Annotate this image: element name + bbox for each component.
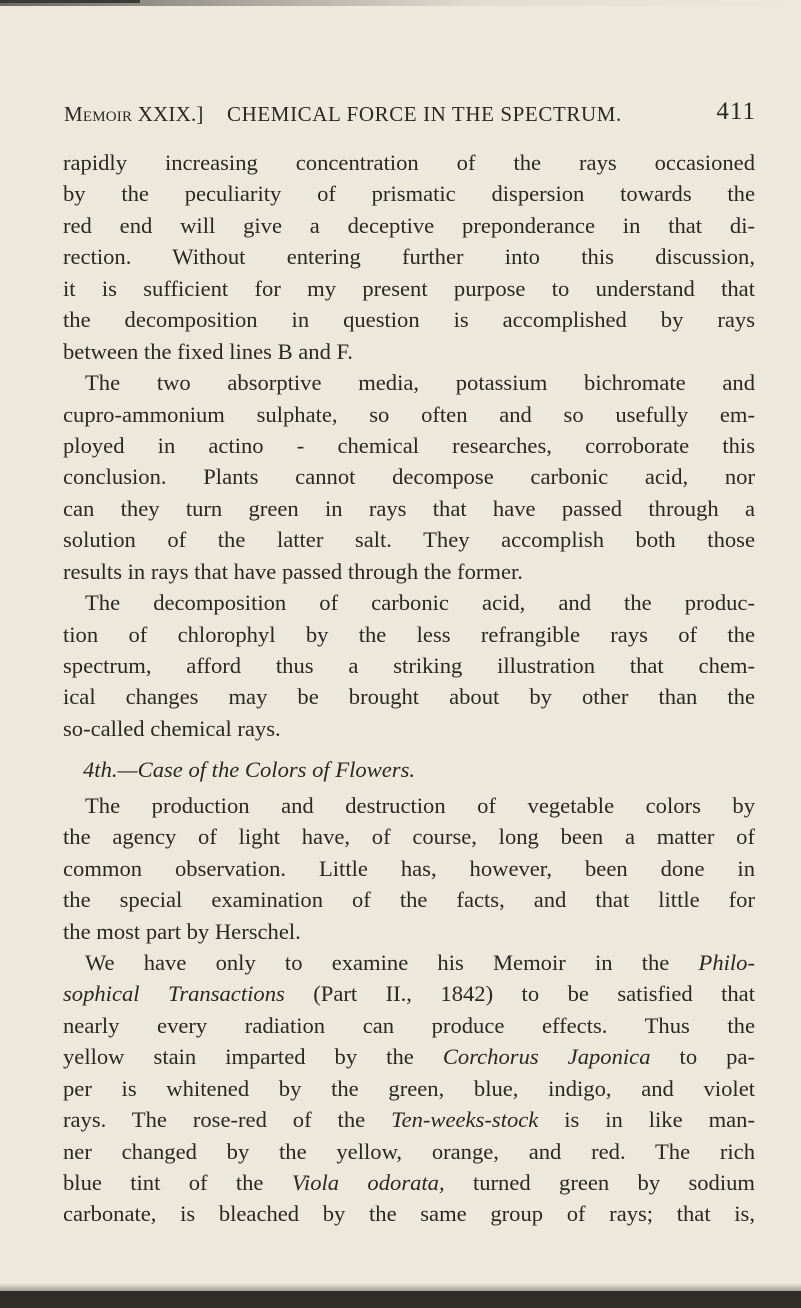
text-line: carbonate, is bleached by the same group of rays; that is, [63, 1201, 755, 1227]
text-line: ical changes may be brought about by other than the [63, 684, 755, 710]
text-line: The production and destruction of vegetable colors by [85, 792, 755, 818]
text-line: spectrum, afford thus a striking illustration that chem- [63, 653, 755, 678]
page-bottom-edge [0, 1291, 801, 1308]
text-line: so-called chemical rays. [63, 715, 281, 741]
memoir-label: Memoir XXIX.] [64, 102, 204, 126]
text-line: it is sufficient for my present purpose to understand that [63, 275, 755, 301]
italic-run: Corchorus Japonica [442, 1044, 651, 1070]
text-line [63, 1041, 755, 1072]
italic-run: Viola odorata, [291, 1170, 445, 1195]
text-line: cupro-ammonium sulphate, so often and so usefully em- [63, 401, 755, 427]
text-line: rapidly increasing concentration of the rays occasioned [63, 150, 755, 175]
text-run: is in like man- [538, 1107, 755, 1133]
text-line: The two absorptive media, potassium bichromate and [85, 370, 755, 396]
text-line: the most part by Herschel. [63, 918, 301, 944]
text-line: The decomposition of carbonic acid, and the produc- [85, 590, 755, 616]
text-run: to pa- [650, 1044, 756, 1070]
text-line: common observation. Little has, however, been done in [63, 855, 755, 881]
italic-run: Philo- [698, 949, 755, 975]
text-line: the agency of light have, of course, long been a matter of [63, 824, 755, 850]
text-line: tion of chlorophyl by the less refrangible rays of the [63, 621, 755, 647]
section-title: —Case of the Colors of Flowers. [117, 757, 416, 783]
text-line: red end will give a deceptive preponderance in that di- [63, 212, 755, 238]
text-line: rection. Without entering further into this discussion, [63, 244, 755, 270]
body-text [63, 147, 755, 1230]
text-line: ployed in actino - chemical researches, corroborate this [63, 432, 755, 458]
text-line: solution of the latter salt. They accomplish both those [63, 527, 755, 553]
text-line: per is whitened by the green, blue, indigo, and violet [63, 1075, 755, 1101]
text-line: ner changed by the yellow, orange, and red. The rich [63, 1138, 755, 1164]
text-line: conclusion. Plants cannot decompose carbonic acid, nor [63, 464, 755, 490]
text-line: can they turn green in rays that have passed through a [63, 495, 755, 521]
section-heading [63, 754, 755, 785]
running-header [64, 98, 756, 132]
text-line [63, 1167, 755, 1198]
text-line [63, 947, 755, 978]
text-line [63, 1104, 755, 1135]
text-line [63, 978, 755, 1009]
text-run: rays. The rose-red of the [63, 1107, 392, 1133]
text-line: the decomposition in question is accomplished by rays [63, 307, 755, 333]
text-line: the special examination of the facts, and that little for [63, 887, 755, 913]
text-run: blue tint of the [63, 1170, 292, 1195]
text-run: yellow stain imparted by the [63, 1044, 443, 1070]
italic-run: Ten-weeks-stock [391, 1107, 539, 1133]
text-line: by the peculiarity of prismatic dispersion towards the [63, 181, 755, 207]
page-number: 411 [716, 98, 756, 125]
text-run: (Part II., 1842) to be satisfied that [284, 981, 755, 1007]
running-title: CHEMICAL FORCE IN THE SPECTRUM. [227, 102, 622, 126]
page-edge-dark [0, 0, 140, 3]
text-line: between the fixed lines B and F. [63, 338, 353, 364]
italic-run: sophical Transactions [63, 981, 285, 1007]
text-run: We have only to examine his Memoir in the [85, 949, 699, 975]
text-line: nearly every radiation can produce effects. Thus the [63, 1012, 755, 1038]
text-line: results in rays that have passed through the former. [63, 558, 523, 584]
text-run: turned green by sodium [444, 1170, 755, 1195]
section-number: 4th. [83, 757, 118, 783]
